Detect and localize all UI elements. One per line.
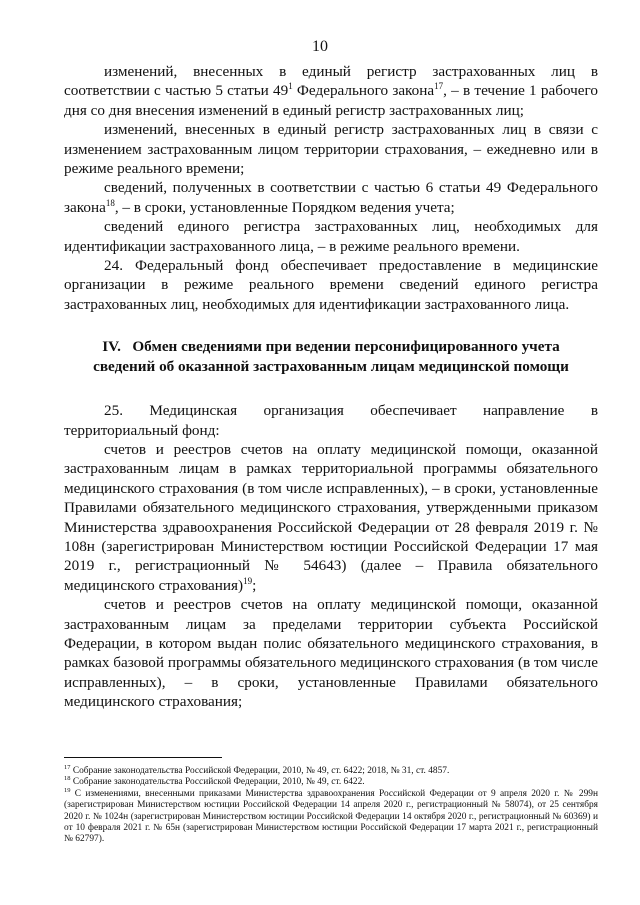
paragraph-text: , – в течение 1 рабочего дня со дня внесения изменений в единый регистр застрахованных лиц; (64, 82, 598, 119)
section-heading-line: сведений об оказанной застрахованным лицам медицинской помощи (93, 357, 569, 375)
footnote-mark: 19 (64, 786, 71, 794)
section-heading-line: IV. Обмен сведениями при ведении персонифицированного учета (102, 338, 560, 356)
footnote-text: С изменениями, внесенными приказами Министерства здравоохранения Российской Федерации от 9 апреля 2020 г. № 299н (зарегистрирован Министерством юстиции Российской Федерации 14 апреля 2020 г., регистрационный № 58074), от 25 сентября 2020 г. № 1024н (зарегистрирован Министерством юстиции Российской Федерации 14 октября 2020 г., регистрационный № 60369) и от 10 февраля 2021 г. № 65н (зарегистрирован Министерством юстиции Российской Федерации 17 марта 2021 г., регистрационный № 62797). (64, 788, 598, 845)
footnote (64, 763, 598, 777)
footnote-ref: 18 (105, 197, 115, 208)
footnote-ref: 17 (434, 81, 444, 92)
paragraph-text: 25. Медицинская организация обеспечивает направление в территориальный фонд: (64, 402, 598, 439)
paragraph-text: сведений единого регистра застрахованных лиц, необходимых для идентификации застрахованного лица, – в режиме реального времени. (64, 218, 598, 255)
paragraph-text: счетов и реестров счетов на оплату медицинской помощи, оказанной застрахованным лицам в рамках территориальной программы обязательного медицинского страхования (в том числе исправленных), – в сроки, установленные Правилами обязательного медицинского страхования, утвержденными приказом Министерства здравоохранения Российской Федерации от 28 февраля 2019 г. № 108н (зарегистрирован Министерством юстиции Российской Федерации 17 мая 2019 г., регистрационный № 54643) (далее – Правила обязательного медицинского страхования) (64, 440, 598, 594)
paragraph-text: 24. Федеральный фонд обеспечивает предоставление в медицинские организации в режиме реального времени сведений единого регистра застрахованных лиц, необходимых для идентификации застрахованного лица. (64, 257, 598, 313)
footnote-text: Собрание законодательства Российской Федерации, 2010, № 49, ст. 6422; 2018, № 31, ст. 4857. (70, 766, 450, 776)
footnote-text: Собрание законодательства Российской Федерации, 2010, № 49, ст. 6422. (70, 777, 365, 788)
footnote-ref: 1 (288, 81, 293, 92)
paragraph-text: ; (252, 576, 257, 594)
section-heading (64, 337, 598, 376)
footnote-mark: 17 (64, 763, 71, 771)
paragraph-text: сведений, полученных в соответствии с частью 6 статьи 49 Федерального закона (64, 179, 598, 216)
paragraph-text: изменений, внесенных в единый регистр застрахованных лиц в связи с изменением застрахованным лицом территории страхования, – ежедневно или в режиме реального времени; (64, 121, 598, 178)
footnote (64, 777, 598, 788)
paragraphs-before (64, 62, 598, 314)
paragraph-text: Федерального закона (292, 82, 435, 100)
page-number: 10 (312, 38, 328, 55)
paragraph (64, 178, 598, 217)
paragraph-text: , – в сроки, установленные Порядком ведения учета; (114, 198, 455, 216)
footnote-ref: 19 (243, 575, 253, 586)
footnote-mark: 18 (64, 775, 71, 783)
footnote (64, 786, 598, 846)
document-body (64, 62, 598, 712)
paragraph (64, 217, 598, 256)
paragraph (64, 401, 598, 440)
paragraph (64, 440, 598, 595)
paragraph (64, 62, 598, 120)
paragraph (64, 595, 598, 711)
paragraph (64, 120, 598, 178)
footnotes (64, 763, 598, 846)
paragraph (64, 256, 598, 314)
paragraph-text: изменений, внесенных в единый регистр застрахованных лиц в соответствии с частью 5 статьи 49 (64, 63, 598, 100)
paragraph-text: счетов и реестров счетов на оплату медицинской помощи, оказанной застрахованным лицам за пределами территории субъекта Российской Федерации, в котором выдан полис обязательного медицинского страхования, в рамках базовой программы обязательного медицинского страхования (в том числе исправленных), – в сроки, установленные Правилами обязательного медицинского страхования; (64, 596, 598, 711)
paragraphs-after (64, 401, 598, 712)
footnote-divider (64, 757, 222, 758)
